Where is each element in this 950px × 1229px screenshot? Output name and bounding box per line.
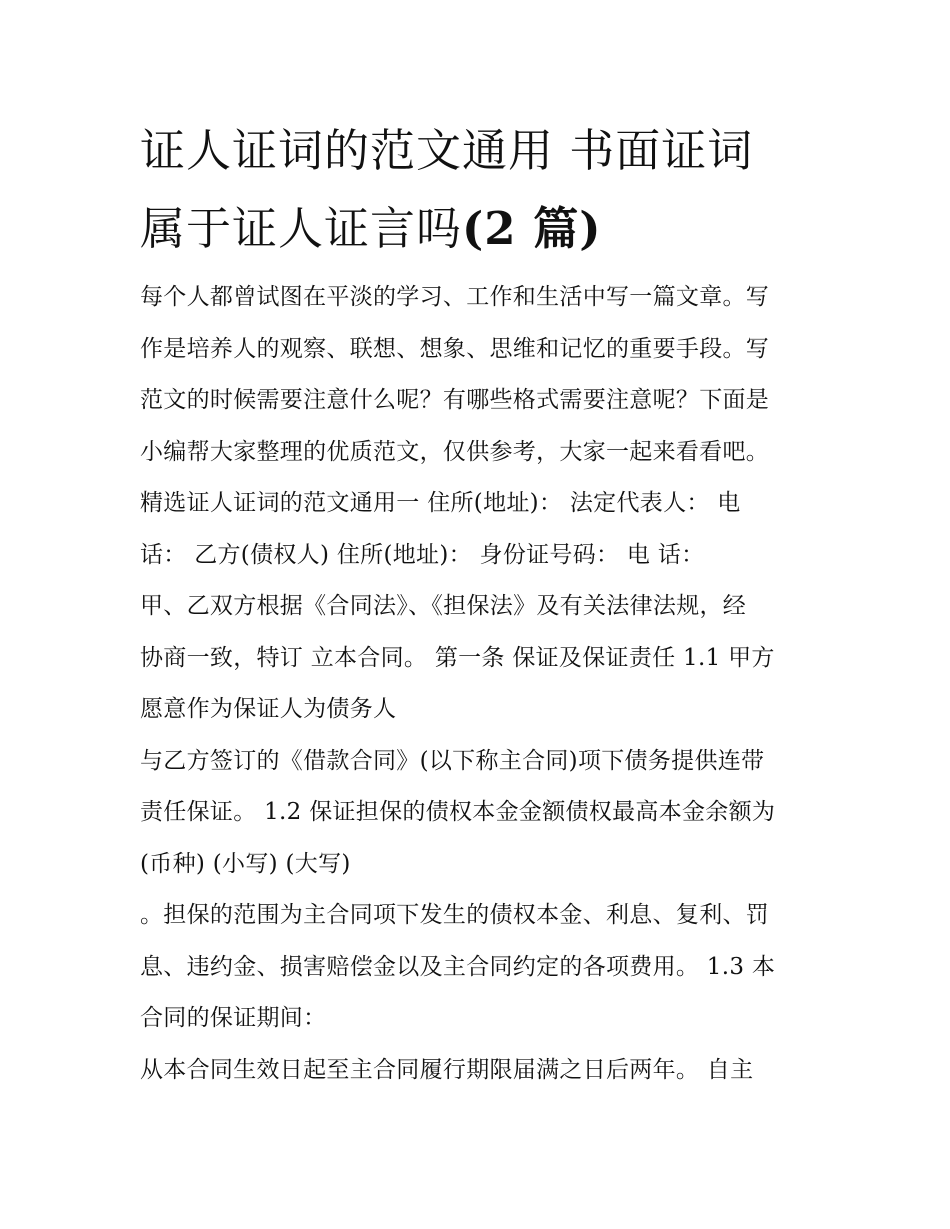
body-line-15: 合同的保证期间： — [140, 1005, 327, 1031]
title-count: (2 篇) — [462, 202, 602, 255]
body-line-16: 从本合同生效日起至主合同履行期限届满之日后两年。 自主 — [140, 1056, 754, 1083]
body-line-10: 与乙方签订的《借款合同》(以下称主合同)项下债务提供连带 — [140, 747, 765, 774]
document-body — [140, 272, 830, 1096]
body-line-3: 范文的时候需要注意什么呢？有哪些格式需要注意呢？下面是 — [140, 387, 770, 413]
body-line-4: 小编帮大家整理的优质范文，仅供参考，大家一起来看看吧。 — [140, 438, 770, 465]
title-line-2: 属于证人证言吗 — [140, 202, 463, 255]
body-line-12: (币种) (小写) (大写) — [140, 850, 351, 877]
body-line-2: 作是培养人的观察、联想、想象、思维和记忆的重要手段。写 — [140, 335, 770, 362]
title-line-1: 证人证词的范文通用 书面证词 — [140, 124, 754, 177]
body-line-1: 每个人都曾试图在平淡的学习、工作和生活中写一篇文章。写 — [140, 284, 770, 310]
body-line-14: 息、违约金、损害赔偿金以及主合同约定的各项费用。 1.3 本 — [140, 953, 776, 980]
body-line-8: 协商一致，特订 立本合同。 第一条 保证及保证责任 1.1 甲方 — [140, 644, 775, 671]
body-line-11: 责任保证。 1.2 保证担保的债权本金金额债权最高本金余额为 — [140, 799, 776, 825]
body-line-9: 愿意作为保证人为债务人 — [140, 696, 397, 722]
document-title — [140, 112, 830, 268]
body-line-5: 精选证人证词的范文通用一 住所(地址)： 法定代表人： 电 — [140, 490, 741, 516]
body-line-7: 甲、乙双方根据《合同法》、《担保法》及有关法律法规，经 — [140, 593, 747, 619]
body-line-13: 。担保的范围为主合同项下发生的债权本金、利息、复利、罚 — [140, 902, 770, 928]
body-line-6: 话： 乙方(债权人) 住所(地址)： 身份证号码： 电 话： — [140, 541, 705, 568]
